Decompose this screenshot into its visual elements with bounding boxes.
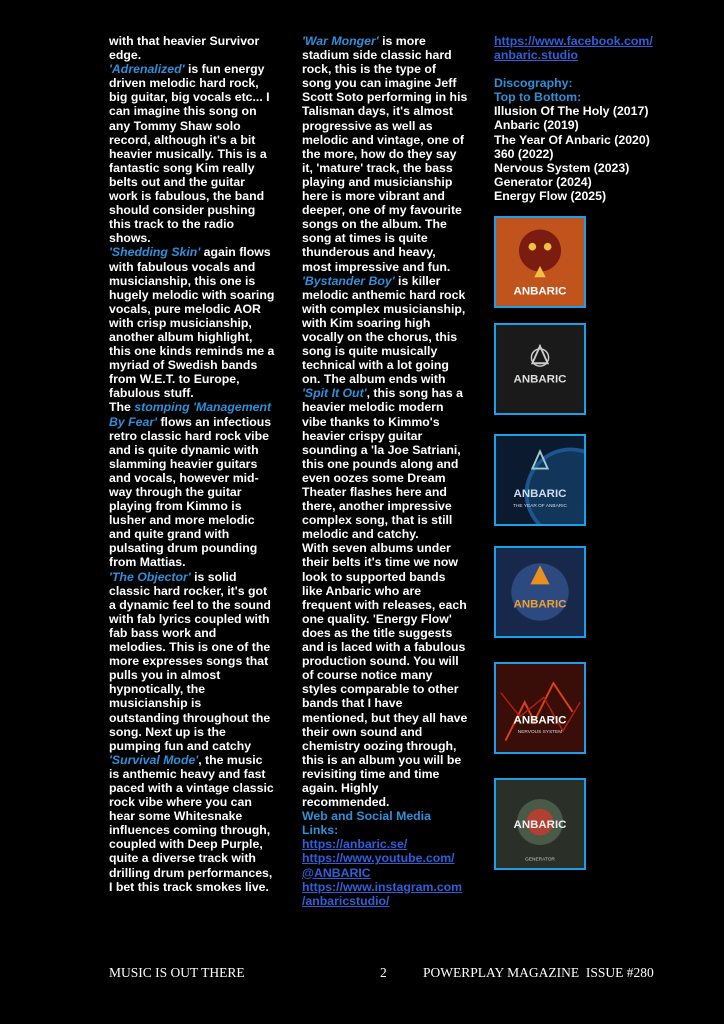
paragraph: with that heavier Survivor edge. <box>109 34 260 63</box>
svg-text:ANBARIC: ANBARIC <box>513 818 567 831</box>
album-list-item: Nervous System (2023) <box>494 160 630 175</box>
link-instagram[interactable]: https://www.instagram.com /anbaricstudio/ <box>302 879 463 908</box>
discography-heading: Discography: <box>494 76 573 91</box>
album-cover-illusion-of-the-holy <box>494 216 586 308</box>
paragraph-conclusion: With seven albums under their belts it's time we now look to supported bands like Anbaric who are frequent with releases, each one quality. 'Energy Flow' does as the title suggests and is laced with a fabulous production sound. You will of course notice many styles comparable to other bands that I have mentioned, but they all have their own sound and chemistry oozing through, this is an album you will be revisiting time and time again. Highly recommended. <box>302 541 468 810</box>
song-title: 'Survival Mode' <box>109 752 199 767</box>
song-title: 'The Objector' <box>109 569 191 584</box>
album-list-item: The Year Of Anbaric (2020) <box>494 132 650 147</box>
album-list-item: Energy Flow (2025) <box>494 188 607 203</box>
svg-text:ANBARIC: ANBARIC <box>513 373 567 386</box>
svg-text:NERVOUS SYSTEM: NERVOUS SYSTEM <box>517 729 563 735</box>
paragraph-management-by-fear: The stomping 'Management By Fear' flows an infectious retro classic hard rock vibe and is quite dynamic with slamming heavier guitars and vocals, however mid-way through the guitar playing from Kimmo is lusher and more melodic and quite grand with pulsating drum pounding from Mattias. <box>109 400 272 570</box>
svg-text:GENERATOR: GENERATOR <box>525 857 555 863</box>
album-cover-360 <box>494 546 586 638</box>
song-title: 'Shedding Skin' <box>109 245 201 260</box>
paragraph-survival-mode: 'Survival Mode', the music is anthemic heavy and fast paced with a vintage classic rock vibe where you can hear some Whitesnake influences coming through, coupled with Deep Purple, quite a diverse track with drilling drum performances, I bet this track smokes live. <box>109 752 274 894</box>
footer-page-number: 2 <box>380 965 387 980</box>
review-column-2 <box>302 34 468 908</box>
paragraph-adrenalized: 'Adrenalized' is fun energy driven melodic hard rock, big guitar, big vocals etc... I can imagine this song on any Tommy Shaw solo record, although it's a bit heavier musically. This is a fantastic song Kim really belts out and the guitar work is fabulous, the band should consider pushing this track to the radio shows. <box>109 62 270 246</box>
review-column-1 <box>109 34 275 894</box>
svg-text:ANBARIC: ANBARIC <box>513 488 567 501</box>
discography <box>494 76 709 203</box>
discography-subheading: Top to Bottom: <box>494 90 582 105</box>
album-cover-anbaric <box>494 323 586 415</box>
album-cover-the-year-of-anbaric <box>494 434 586 526</box>
paragraph-shedding-skin: 'Shedding Skin' again flows with fabulous vocals and musicianship, this one is hugely melodic with soaring vocals, pure melodic AOR with crisp musicianship, another album highlight, this one kinds reminds me a myriad of Swedish bands from W.E.T. to Europe, fabulous stuff. <box>109 245 275 401</box>
album-list-item: Generator (2024) <box>494 174 592 189</box>
song-title: 'War Monger' <box>302 34 379 48</box>
footer-section-title: MUSIC IS OUT THERE <box>109 965 245 980</box>
footer-magazine-issue: POWERPLAY MAGAZINE ISSUE #280 <box>423 965 654 980</box>
link-website[interactable]: https://anbaric.se/ <box>302 837 408 852</box>
song-title: 'Spit It Out' <box>302 386 367 401</box>
link-facebook[interactable]: https://www.facebook.com/ anbaric.studio <box>494 34 653 63</box>
svg-text:ANBARIC: ANBARIC <box>513 285 567 298</box>
paragraph-the-objector: 'The Objector' is solid classic hard rocker, it's got a dynamic feel to the sound with fab lyrics coupled with fab bass work and melodies. This is one of the more expresses songs that pulls you in almost hypnotically, the musicianship is outstanding throughout the song. Next up is the pumping fun and catchy <box>109 569 271 753</box>
paragraph-war-monger: 'War Monger' is more stadium side classic hard rock, this is the type of song you can imagine Jeff Scott Soto performing in his Talisman days, it's almost progressive as well as melodic and vintage, one of the more, how do they say it, 'mature' track, the bass playing and musicianship here is more vibrant and deeper, one of my favourite songs on the album. The song at times is quite thunderous and heavy, most impressive and fun. <box>302 34 468 274</box>
link-youtube[interactable]: https://www.youtube.com/ @ANBARIC <box>302 851 455 880</box>
social-links <box>302 837 468 907</box>
paragraph-bystander-boy: 'Bystander Boy' is killer melodic anthemic hard rock with complex musicianship, with Kim soaring high vocally on the chorus, this song is quite musically technical with a lot going on. The album ends with 'Spit It Out', this song has a heavier melodic modern vibe thanks to Kimmo's heavier crispy guitar sounding a 'la Joe Satriani, this one pounds along and even oozes some Dream Theater flashes here and there, another impressive complex song, that is still melodic and catchy. <box>302 273 466 542</box>
album-list-item: 360 (2022) <box>494 146 554 161</box>
song-title: 'Bystander Boy' <box>302 273 395 288</box>
album-list-item: Illusion Of The Holy (2017) <box>494 104 649 119</box>
album-cover-generator <box>494 778 586 870</box>
sidebar-column <box>494 34 709 203</box>
svg-text:THE YEAR OF ANBARIC: THE YEAR OF ANBARIC <box>513 503 567 509</box>
svg-text:ANBARIC: ANBARIC <box>513 714 567 727</box>
album-cover-nervous-system <box>494 662 586 754</box>
song-title: 'Adrenalized' <box>109 62 185 77</box>
album-list-item: Anbaric (2019) <box>494 118 579 133</box>
song-title: stomping 'Management By Fear' <box>109 400 272 429</box>
links-heading: Web and Social Media Links: <box>302 809 431 838</box>
svg-text:ANBARIC: ANBARIC <box>513 598 567 611</box>
